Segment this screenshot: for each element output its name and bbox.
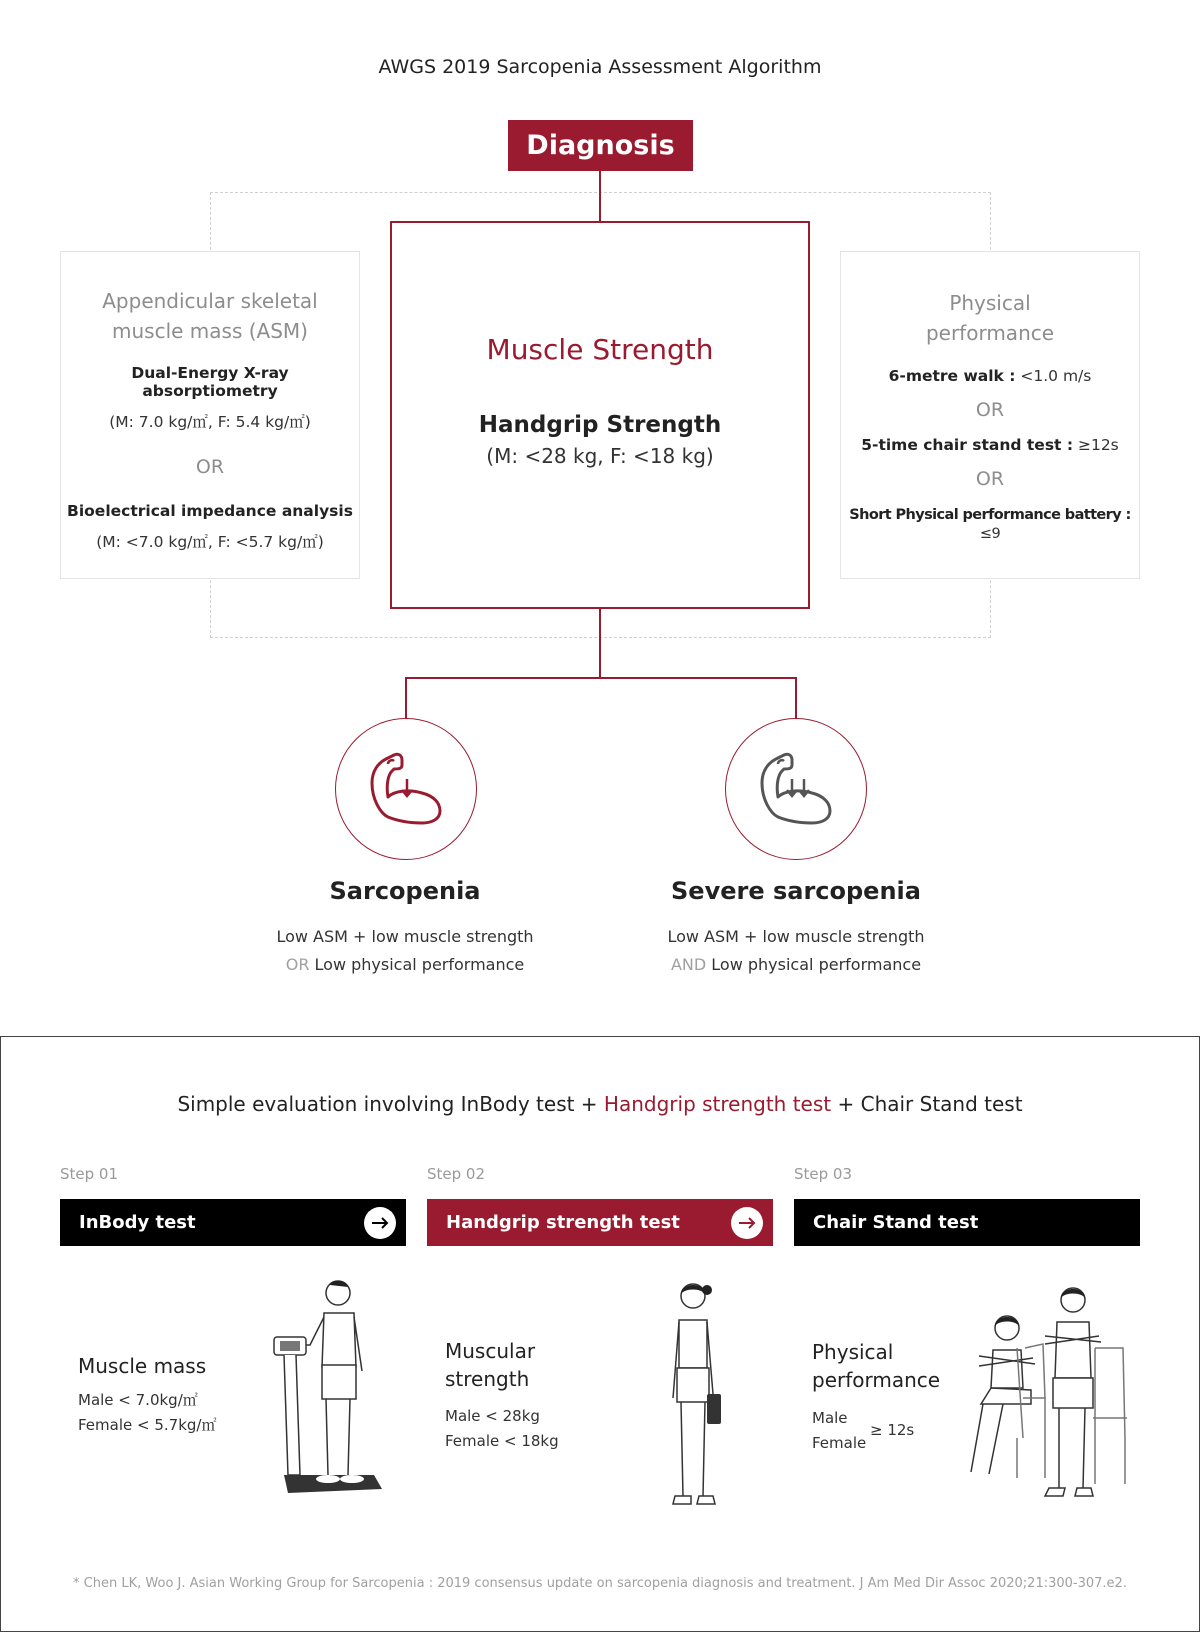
step-number: Step 03 bbox=[794, 1165, 853, 1183]
step-values bbox=[78, 1388, 216, 1438]
performance-heading-line2: performance bbox=[925, 321, 1055, 345]
outcome-line1: Low ASM + low muscle strength bbox=[276, 927, 534, 946]
arrow-right-icon[interactable] bbox=[364, 1207, 396, 1239]
step-bar-chair-stand[interactable] bbox=[794, 1199, 1140, 1246]
step-values bbox=[812, 1406, 866, 1456]
chair-value: ≥12s bbox=[1073, 436, 1119, 454]
asm-or: OR bbox=[195, 456, 225, 478]
flexed-arm-double-arrow-down-icon bbox=[726, 719, 868, 861]
asm-heading bbox=[61, 286, 359, 346]
connector-down bbox=[599, 609, 601, 679]
outcome-conjunction: AND bbox=[670, 955, 707, 974]
outcome-line2 bbox=[636, 951, 956, 979]
step-value-shared: ≥ 12s bbox=[870, 1421, 915, 1439]
severe-sarcopenia-icon-circle bbox=[725, 718, 867, 860]
asm-box bbox=[60, 251, 360, 579]
step-value-female: Female < 18kg bbox=[445, 1432, 559, 1450]
handgrip-strength-label: Handgrip Strength bbox=[478, 412, 722, 438]
step-name: InBody test bbox=[79, 1212, 196, 1233]
sppb-criterion bbox=[841, 504, 1139, 542]
evaluation-subtitle bbox=[0, 1092, 1200, 1116]
walk-criterion bbox=[841, 366, 1139, 385]
outcome-line2 bbox=[245, 951, 565, 979]
step-values bbox=[445, 1404, 559, 1454]
step-value-female: Female bbox=[812, 1434, 867, 1452]
asm-heading-line1: Appendicular skeletal bbox=[102, 289, 318, 313]
footnote: * Chen LK, Woo J. Asian Working Group for Sarcopenia : 2019 consensus update on sarcopenia diagnosis and treatment. J Am Med Dir Assoc 2020;21:300-307.e2. bbox=[73, 1576, 1127, 1591]
page-title: AWGS 2019 Sarcopenia Assessment Algorithm bbox=[378, 56, 822, 78]
step-label bbox=[812, 1338, 940, 1394]
outcome-line2-text: Low physical performance bbox=[309, 955, 525, 974]
performance-heading bbox=[841, 288, 1139, 348]
outcome-line2-text: Low physical performance bbox=[706, 955, 922, 974]
outcome-sarcopenia bbox=[245, 877, 565, 979]
outcome-title: Sarcopenia bbox=[329, 877, 481, 905]
asm-method-bia-value: (M: <7.0 kg/㎡, F: <5.7 kg/㎡) bbox=[96, 533, 324, 551]
connector-diagnosis bbox=[599, 171, 601, 223]
physical-performance-box bbox=[840, 251, 1140, 579]
step-bar-inbody[interactable] bbox=[60, 1199, 406, 1246]
step-value-female: Female < 5.7kg/㎡ bbox=[78, 1416, 217, 1434]
performance-or-2: OR bbox=[975, 468, 1005, 490]
performance-heading-line1: Physical bbox=[949, 291, 1031, 315]
step-label-line1: Muscle mass bbox=[78, 1354, 207, 1378]
step-number: Step 01 bbox=[60, 1165, 119, 1183]
walk-value: <1.0 m/s bbox=[1015, 367, 1092, 385]
sppb-label: Short Physical performance battery : bbox=[849, 507, 1131, 523]
step-value-male: Male < 7.0kg/㎡ bbox=[78, 1391, 198, 1409]
step-label-line1: Physical bbox=[812, 1340, 894, 1364]
walk-label: 6-metre walk : bbox=[888, 367, 1016, 385]
asm-heading-line2: muscle mass (ASM) bbox=[112, 319, 308, 343]
chair-label: 5-time chair stand test : bbox=[861, 436, 1074, 454]
diagnosis-box: Diagnosis bbox=[508, 120, 693, 171]
muscle-strength-box bbox=[390, 221, 810, 609]
connector-left bbox=[405, 677, 407, 720]
outcome-title: Severe sarcopenia bbox=[671, 877, 921, 905]
arrow-right-icon[interactable] bbox=[731, 1207, 763, 1239]
step-value-male: Male < 28kg bbox=[445, 1407, 540, 1425]
asm-method-bia: Bioelectrical impedance analysis bbox=[67, 502, 353, 520]
chair-criterion bbox=[841, 435, 1139, 454]
step-label-line2: performance bbox=[812, 1368, 941, 1392]
step-name: Handgrip strength test bbox=[446, 1212, 680, 1233]
step-label bbox=[78, 1352, 206, 1380]
handgrip-strength-value: (M: <28 kg, F: <18 kg) bbox=[486, 444, 714, 468]
step-label bbox=[445, 1337, 535, 1393]
flexed-arm-arrow-down-icon bbox=[336, 719, 478, 861]
step-name: Chair Stand test bbox=[813, 1212, 979, 1233]
outcome-conjunction: OR bbox=[285, 955, 310, 974]
connector-branch bbox=[405, 677, 797, 679]
step-label-line1: Muscular bbox=[445, 1339, 536, 1363]
asm-method-dxa: Dual-Energy X-ray absorptiometry bbox=[131, 364, 289, 400]
person-with-dynamometer-icon bbox=[655, 1278, 735, 1518]
person-chair-stand-icon bbox=[945, 1278, 1135, 1518]
sppb-value: ≤9 bbox=[979, 526, 1001, 542]
performance-or-1: OR bbox=[975, 399, 1005, 421]
evaluation-highlight: Handgrip strength test bbox=[603, 1092, 832, 1116]
connector-right bbox=[795, 677, 797, 720]
outcome-severe-sarcopenia bbox=[636, 877, 956, 979]
sarcopenia-icon-circle bbox=[335, 718, 477, 860]
step-label-line2: strength bbox=[445, 1367, 530, 1391]
evaluation-lead: Simple evaluation involving InBody test + bbox=[177, 1092, 604, 1116]
muscle-strength-heading: Muscle Strength bbox=[486, 333, 714, 366]
step-number: Step 02 bbox=[427, 1165, 486, 1183]
person-on-inbody-scale-icon bbox=[270, 1275, 390, 1515]
outcome-line1: Low ASM + low muscle strength bbox=[667, 927, 925, 946]
step-bar-handgrip[interactable] bbox=[427, 1199, 773, 1246]
evaluation-tail: + Chair Stand test bbox=[831, 1092, 1023, 1116]
step-value-male: Male bbox=[812, 1409, 848, 1427]
asm-method-dxa-value: (M: 7.0 kg/㎡, F: 5.4 kg/㎡) bbox=[109, 413, 311, 431]
